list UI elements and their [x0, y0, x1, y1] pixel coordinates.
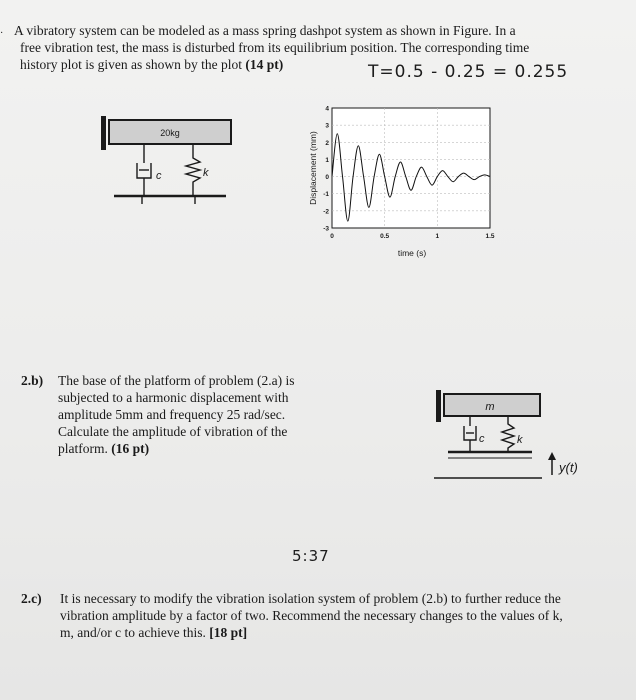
plot-ylabel: Displacement (mm) [308, 131, 318, 205]
x-tick-label: 0 [330, 233, 334, 240]
bullet-mark: · [0, 28, 4, 39]
y-tick-label: -1 [323, 191, 329, 199]
problem-a-line-2: free vibration test, the mass is disturbed from its equilibrium position. The corresponding time [20, 40, 530, 55]
problem-b-line-2: subjected to a harmonic displacement with [58, 390, 289, 405]
problem-b-line-4: Calculate the amplitude of vibration of the [58, 424, 288, 439]
problem-c-line-2: vibration amplitude by a factor of two. Recommend the necessary changes to the values of k, [60, 608, 563, 623]
y-tick-label: 2 [325, 139, 329, 147]
spring-label: k [203, 167, 209, 179]
y-tick-label: 3 [325, 122, 329, 130]
displacement-time-plot [300, 96, 500, 261]
handwritten-period-calc: T=0.5 - 0.25 = 0.255 [368, 62, 569, 82]
damper-label: c [156, 170, 162, 182]
base-excitation-figure [432, 384, 602, 494]
y-tick-label: 4 [325, 105, 329, 113]
x-tick-label: 1.5 [485, 233, 495, 240]
base-displacement-label: y(t) [559, 460, 578, 475]
mass-spring-damper-figure [96, 108, 246, 208]
damper-label-c: c [479, 433, 485, 445]
x-tick-label: 0.5 [380, 233, 390, 240]
y-tick-label: -2 [323, 208, 329, 216]
problem-c-line-3: m, and/or c to achieve this. [18 pt] [60, 625, 248, 640]
problem-b-line-5: platform. (16 pt) [58, 441, 150, 456]
problem-c-line-1: It is necessary to modify the vibration isolation system of problem (2.b) to further reduce the [60, 591, 561, 606]
x-tick-label: 1 [435, 233, 440, 240]
problem-b-number: 2.b) [21, 373, 44, 388]
plot-x-ticks [330, 233, 495, 240]
plot-grid [332, 108, 490, 228]
plot-frame [332, 108, 490, 228]
problem-b-line-1: The base of the platform of problem (2.a) is [58, 373, 295, 388]
y-tick-label: -3 [323, 225, 329, 233]
handwritten-note: 5:37 [292, 547, 330, 565]
plot-y-ticks [323, 106, 329, 233]
y-tick-label: 0 [325, 174, 329, 182]
plot-xlabel: time (s) [397, 248, 427, 258]
problem-b-line-3: amplitude 5mm and frequency 25 rad/sec. [58, 407, 286, 422]
mass-label-m: m [485, 401, 495, 413]
y-tick-label: 1 [325, 156, 329, 164]
spring-label-k: k [517, 434, 523, 446]
mass-label: 20kg [160, 128, 180, 138]
problem-a-line-1: A vibratory system can be modeled as a mass spring dashpot system as shown in Figure. In a [14, 23, 516, 38]
problem-c-number: 2.c) [21, 591, 42, 606]
problem-a-line-3: history plot is given as shown by the plot (14 pt) [20, 57, 284, 72]
